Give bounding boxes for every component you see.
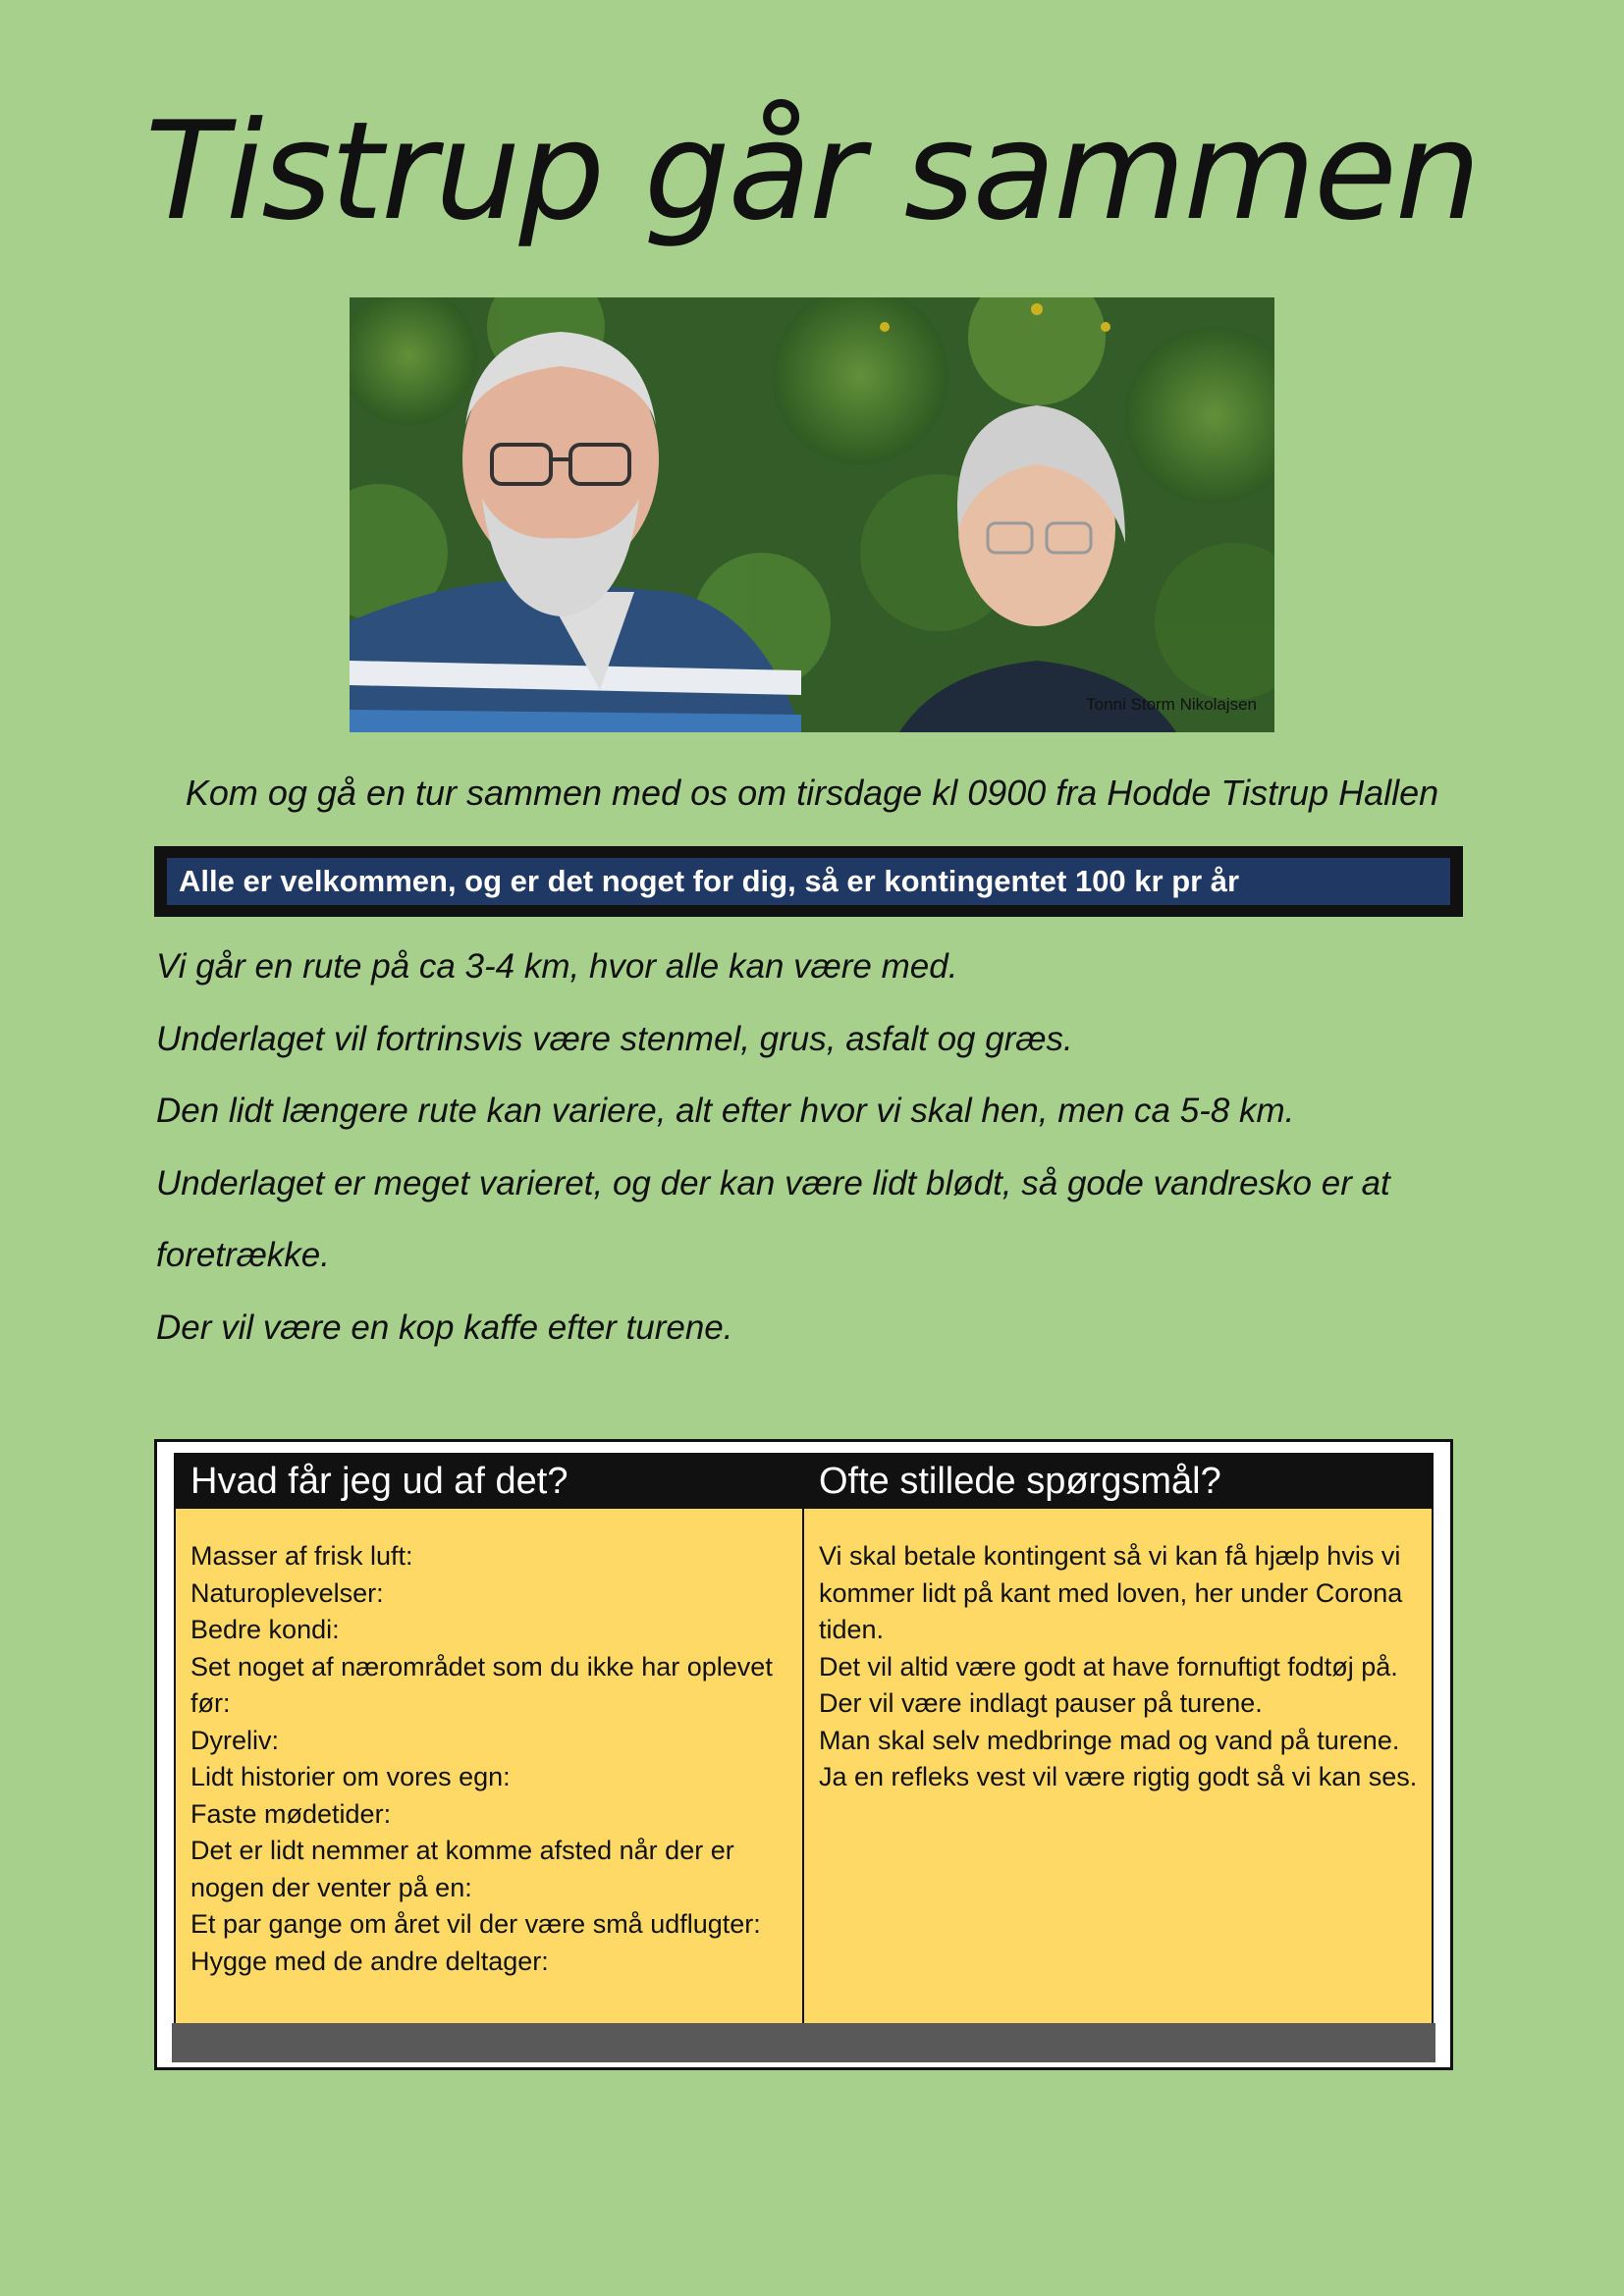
list-item: Bedre kondi:	[190, 1615, 340, 1644]
faq-list	[804, 1509, 1432, 1796]
faq-heading: Ofte stillede spørgsmål?	[804, 1455, 1432, 1509]
benefits-list	[176, 1509, 802, 1980]
paragraph: Underlaget er meget varieret, og der kan være lidt blødt, så gode vandresko er at foretrække.	[156, 1163, 1390, 1275]
welcome-banner-text: Alle er velkommen, og er det noget for dig, så er kontingentet 100 kr pr år	[167, 858, 1450, 905]
photo-credit: Tonni Storm Nikolajsen	[1086, 695, 1257, 714]
list-item: Lidt historier om vores egn:	[190, 1762, 511, 1791]
info-table-inner	[174, 1453, 1434, 2025]
paragraph: Der vil være en kop kaffe efter turene.	[156, 1308, 733, 1347]
faq-column	[804, 1455, 1432, 2023]
paragraph: Underlaget vil fortrinsvis være stenmel, grus, asfalt og græs.	[156, 1019, 1073, 1058]
info-table-footer	[172, 2023, 1435, 2062]
list-item: Naturoplevelser:	[190, 1577, 384, 1608]
invitation-text: Kom og gå en tur sammen med os om tirsdage kl 0900 fra Hodde Tistrup Hallen	[185, 773, 1439, 813]
list-item: Vi skal betale kontingent så vi kan få hjælp hvis vi kommer lidt på kant med loven, her under Corona tiden.	[819, 1541, 1403, 1644]
list-item: Et par gange om året vil der være små udflugter:	[190, 1909, 761, 1939]
photo-illustration	[350, 297, 1274, 732]
welcome-banner	[154, 846, 1463, 917]
list-item: Set noget af nærområdet som du ikke har oplevet før:	[190, 1651, 773, 1718]
paragraph: Den lidt længere rute kan variere, alt efter hvor vi skal hen, men ca 5-8 km.	[156, 1092, 1295, 1131]
list-item: Det er lidt nemmer at komme afsted når der er nogen der venter på en:	[190, 1836, 734, 1902]
list-item: Dyreliv:	[190, 1725, 280, 1755]
description	[156, 931, 1472, 1364]
list-item: Hygge med de andre deltager:	[190, 1946, 549, 1976]
list-item: Faste mødetider:	[190, 1798, 392, 1829]
list-item: Man skal selv medbringe mad og vand på turene.	[819, 1725, 1400, 1755]
photo-couple	[350, 297, 1274, 732]
info-table	[154, 1439, 1453, 2070]
page-title: Tistrup går sammen	[144, 92, 1480, 250]
paragraph: Vi går en rute på ca 3-4 km, hvor alle kan være med.	[156, 947, 958, 986]
list-item: Det vil altid være godt at have fornuftigt fodtøj på.	[819, 1651, 1398, 1682]
list-item: Ja en refleks vest vil være rigtig godt så vi kan ses.	[819, 1762, 1418, 1791]
benefits-heading: Hvad får jeg ud af det?	[176, 1455, 802, 1509]
list-item: Masser af frisk luft:	[190, 1541, 413, 1571]
list-item: Der vil være indlagt pauser på turene.	[819, 1688, 1263, 1718]
benefits-column	[176, 1455, 804, 2023]
